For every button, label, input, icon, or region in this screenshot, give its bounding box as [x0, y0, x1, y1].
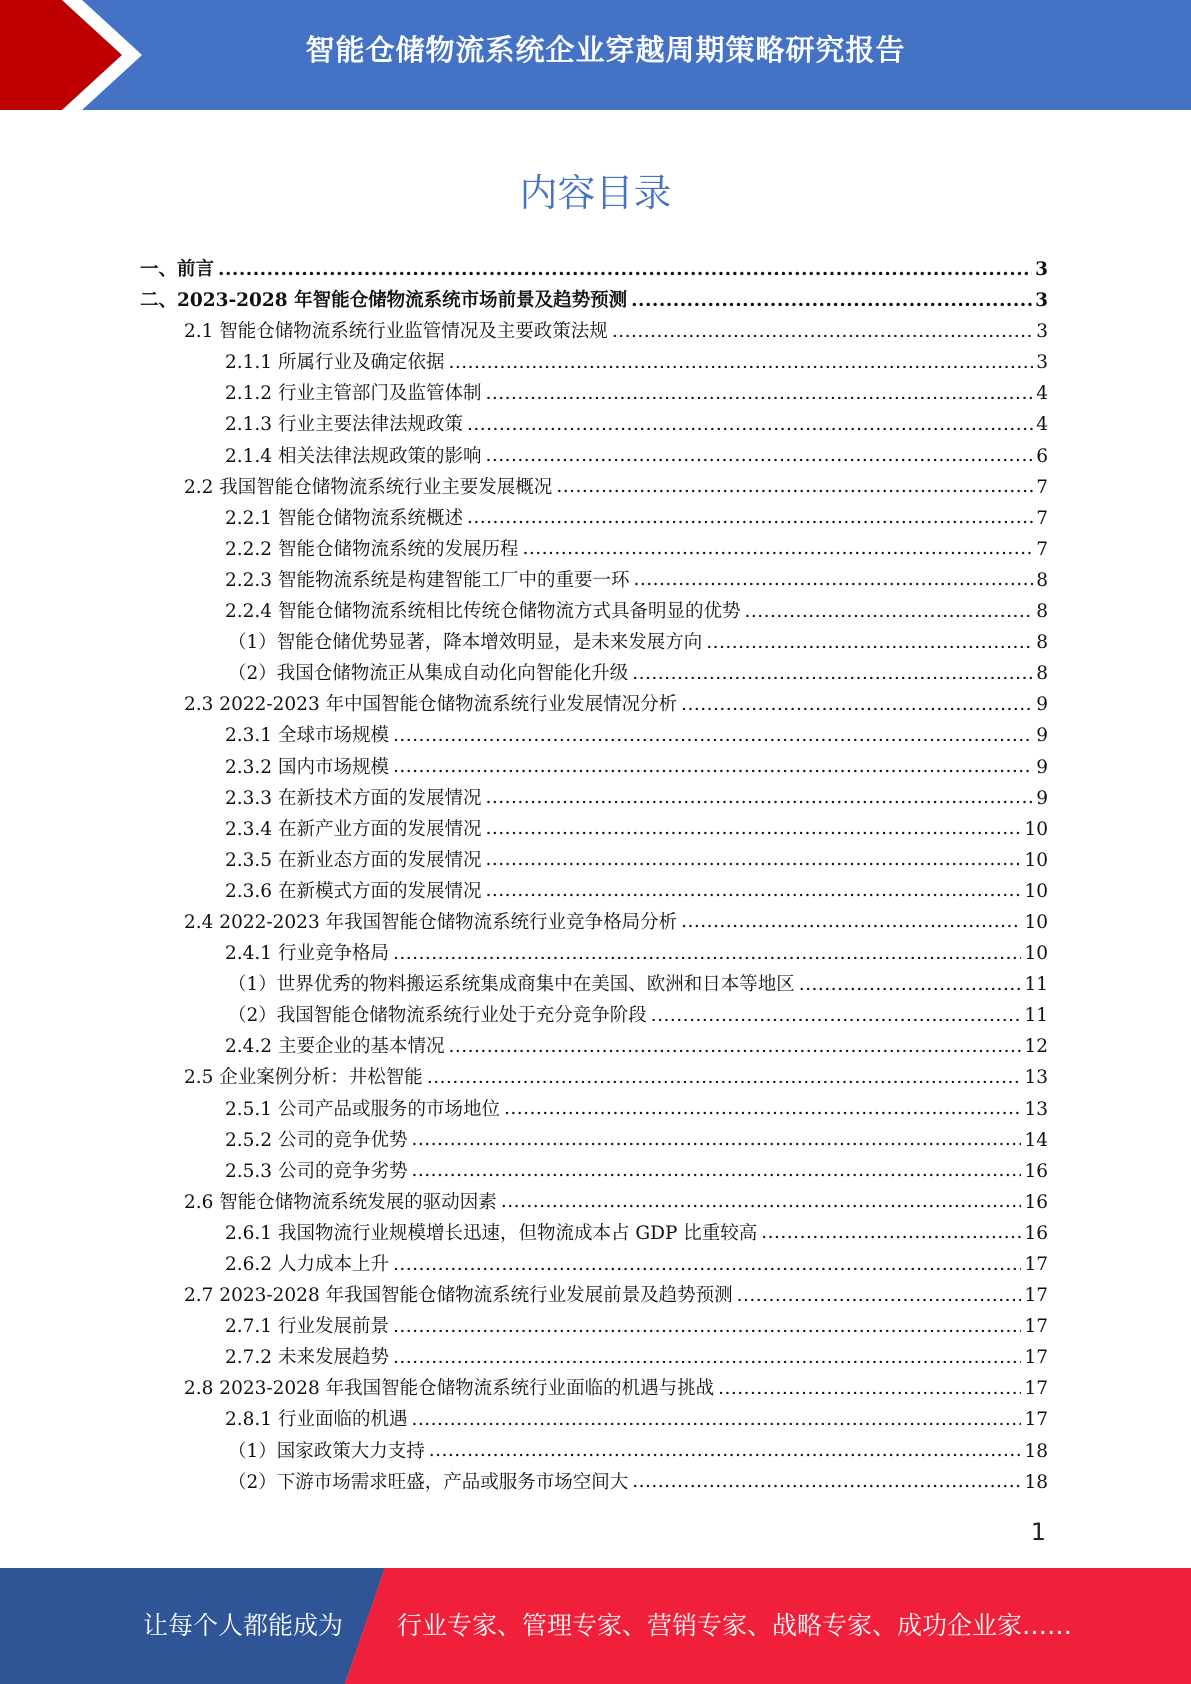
toc-entry-page: 16: [1024, 1222, 1048, 1244]
toc-entry-title: 二、2023-2028 年智能仓储物流系统市场前景及趋势预测: [140, 290, 628, 312]
toc-entry[interactable]: [140, 316, 1048, 347]
toc-entry[interactable]: [140, 969, 1048, 1000]
toc-entry[interactable]: [140, 814, 1048, 845]
toc-entry[interactable]: [140, 783, 1048, 814]
toc-entry-title: 2.2 我国智能仓储物流系统行业主要发展概况: [184, 476, 553, 498]
dot-leader: [427, 1065, 1022, 1084]
toc-entry[interactable]: [140, 441, 1048, 472]
toc-entry-title: 2.2.2 智能仓储物流系统的发展历程: [225, 538, 519, 560]
toc-entry-title: （1）国家政策大力支持: [228, 1440, 425, 1462]
footer-slogan-right: 行业专家、管理专家、营销专家、战略专家、成功企业家……: [397, 1611, 1073, 1640]
dot-leader: [522, 536, 1033, 555]
header-banner: [0, 0, 1191, 110]
toc-entry-page: 10: [1024, 911, 1048, 933]
toc-entry-page: 9: [1036, 787, 1048, 809]
toc-entry-title: 2.7.1 行业发展前景: [225, 1316, 389, 1338]
toc-entry-title: 2.5.1 公司产品或服务的市场地位: [225, 1098, 500, 1120]
dot-leader: [393, 723, 1033, 742]
toc-entry-title: 2.3.4 在新产业方面的发展情况: [225, 818, 482, 840]
toc-entry[interactable]: [140, 658, 1048, 689]
dot-leader: [485, 847, 1021, 866]
toc-entry[interactable]: [140, 1218, 1048, 1249]
toc-entry[interactable]: [140, 907, 1048, 938]
toc-entry-title: （1）世界优秀的物料搬运系统集成商集中在美国、欧洲和日本等地区: [228, 974, 795, 996]
toc-entry-title: 2.1 智能仓储物流系统行业监管情况及主要政策法规: [184, 321, 608, 343]
toc-entry-title: 2.4.2 主要企业的基本情况: [225, 1036, 445, 1058]
toc-entry[interactable]: [140, 1467, 1048, 1498]
report-title: 智能仓储物流系统企业穿越周期策略研究报告: [305, 33, 906, 67]
toc-entry-title: （1）智能仓储优势显著，降本增效明显，是未来发展方向: [228, 632, 703, 654]
toc-entry-title: 2.8.1 行业面临的机遇: [225, 1409, 408, 1431]
toc-entry-page: 8: [1036, 632, 1048, 654]
dot-leader: [411, 1407, 1021, 1426]
toc-title: 内容目录: [519, 171, 672, 215]
toc-entry[interactable]: [140, 1000, 1048, 1031]
toc-entry-title: 2.6 智能仓储物流系统发展的驱动因素: [184, 1191, 497, 1213]
dot-leader: [651, 1003, 1022, 1022]
toc-entry-page: 16: [1024, 1160, 1048, 1182]
toc-entry[interactable]: [140, 1094, 1048, 1125]
dot-leader: [393, 1314, 1021, 1333]
toc-entry-title: （2）我国智能仓储物流系统行业处于充分竞争阶段: [228, 1005, 647, 1027]
toc-entry-page: 3: [1035, 259, 1048, 280]
toc-entry-title: 2.7.2 未来发展趋势: [225, 1347, 389, 1369]
toc-entry[interactable]: [140, 1373, 1048, 1404]
dot-leader: [799, 972, 1022, 991]
dot-leader: [467, 412, 1033, 431]
toc-entry-page: 11: [1024, 974, 1048, 996]
toc-entry-page: 17: [1024, 1378, 1048, 1400]
toc-entry-page: 8: [1036, 663, 1048, 685]
toc-entry-page: 7: [1036, 476, 1048, 498]
toc-entry-page: 3: [1036, 321, 1048, 343]
toc-entry[interactable]: [140, 876, 1048, 907]
toc-entry-title: 2.5.2 公司的竞争优势: [225, 1129, 408, 1151]
toc-entry-page: 7: [1036, 538, 1048, 560]
toc-entry-page: 3: [1035, 290, 1048, 312]
toc-entry-page: 8: [1036, 601, 1048, 623]
toc-entry[interactable]: [140, 720, 1048, 751]
toc-entry[interactable]: [140, 1404, 1048, 1435]
toc-entry[interactable]: [140, 472, 1048, 503]
toc-entry-page: 9: [1036, 725, 1048, 747]
toc-entry[interactable]: [140, 627, 1048, 658]
toc-entry-page: 17: [1024, 1285, 1048, 1307]
toc-entry[interactable]: [140, 534, 1048, 565]
dot-leader: [393, 1252, 1021, 1271]
dot-leader: [448, 350, 1033, 369]
dot-leader: [718, 1376, 1021, 1395]
dot-leader: [485, 878, 1021, 897]
toc-entry-page: 9: [1036, 694, 1048, 716]
toc-entry-title: 2.8 2023-2028 年我国智能仓储物流系统行业面临的机遇与挑战: [184, 1378, 715, 1400]
toc-entry-page: 4: [1036, 414, 1048, 436]
toc-entry-page: 10: [1024, 818, 1048, 840]
toc-entry-title: 2.6.1 我国物流行业规模增长迅速，但物流成本占 GDP 比重较高: [225, 1222, 758, 1244]
toc-entry-title: 2.1.2 行业主管部门及监管体制: [225, 383, 482, 405]
toc-entry-page: 17: [1024, 1409, 1048, 1431]
toc-entry-page: 16: [1024, 1191, 1048, 1213]
toc-entry[interactable]: [140, 1156, 1048, 1187]
toc-entry[interactable]: [140, 689, 1048, 720]
toc-entry[interactable]: [140, 1436, 1048, 1467]
toc-entry-title: （2）我国仓储物流正从集成自动化向智能化升级: [228, 663, 629, 685]
toc-entry[interactable]: [140, 1280, 1048, 1311]
toc-entry[interactable]: [140, 845, 1048, 876]
toc-entry[interactable]: [140, 596, 1048, 627]
toc-entry-title: 2.6.2 人力成本上升: [225, 1254, 389, 1275]
dot-leader: [681, 909, 1021, 928]
toc-entry-page: 12: [1024, 1036, 1048, 1058]
toc-entry[interactable]: [140, 1249, 1048, 1280]
dot-leader: [556, 474, 1033, 493]
dot-leader: [631, 288, 1032, 307]
dot-leader: [485, 785, 1033, 804]
toc-entry-title: 2.1.1 所属行业及确定依据: [225, 352, 445, 374]
dot-leader: [393, 941, 1021, 960]
dot-leader: [504, 1096, 1021, 1115]
toc-entry-page: 11: [1024, 1005, 1048, 1027]
toc-entry-page: 18: [1024, 1440, 1048, 1462]
dot-leader: [737, 1283, 1022, 1302]
toc-entry-page: 17: [1024, 1347, 1048, 1369]
toc-entry-page: 13: [1024, 1067, 1048, 1089]
dot-leader: [501, 1189, 1022, 1208]
toc-entry-page: 13: [1024, 1098, 1048, 1120]
dot-leader: [485, 381, 1033, 400]
toc-entry-title: 2.5.3 公司的竞争劣势: [225, 1160, 408, 1182]
toc-entry-title: 一、前言: [140, 259, 215, 280]
dot-leader: [467, 505, 1033, 524]
dot-leader: [612, 319, 1033, 338]
toc-entry-page: 10: [1024, 943, 1048, 965]
toc-entry-title: 2.1.4 相关法律法规政策的影响: [225, 445, 482, 467]
toc-entry-page: 14: [1024, 1129, 1048, 1151]
toc-entry[interactable]: [140, 752, 1048, 783]
footer-banner: [0, 1568, 1191, 1684]
toc-entry[interactable]: [140, 503, 1048, 534]
toc-entry-title: 2.3.6 在新模式方面的发展情况: [225, 880, 482, 902]
dot-leader: [411, 1158, 1021, 1177]
toc-entry-page: 18: [1024, 1471, 1048, 1493]
toc-entry-title: （2）下游市场需求旺盛，产品或服务市场空间大: [228, 1471, 629, 1493]
dot-leader: [429, 1438, 1022, 1457]
toc-entry-page: 10: [1024, 880, 1048, 902]
dot-leader: [632, 661, 1033, 680]
toc-entry-title: 2.4.1 行业竞争格局: [225, 943, 389, 965]
dot-leader: [633, 567, 1033, 586]
toc-entry[interactable]: [140, 565, 1048, 596]
dot-leader: [761, 1220, 1021, 1239]
toc-entry[interactable]: [140, 1031, 1048, 1062]
footer-slogan-left: 让每个人都能成为: [143, 1611, 344, 1640]
dot-leader: [218, 257, 1032, 276]
dot-leader: [681, 692, 1033, 711]
toc-entry[interactable]: [140, 1125, 1048, 1156]
page-number: 1: [1030, 1518, 1046, 1546]
toc-entry[interactable]: [140, 1342, 1048, 1373]
toc-entry-page: 9: [1036, 756, 1048, 778]
table-of-contents: [140, 254, 1048, 1498]
toc-entry-title: 2.2.1 智能仓储物流系统概述: [225, 507, 463, 529]
toc-entry[interactable]: [140, 1062, 1048, 1093]
toc-entry-page: 10: [1024, 849, 1048, 871]
dot-leader: [632, 1469, 1021, 1488]
toc-entry-page: 3: [1036, 352, 1048, 374]
toc-entry-title: 2.3.1 全球市场规模: [225, 725, 389, 747]
toc-entry-title: 2.1.3 行业主要法律法规政策: [225, 414, 463, 436]
toc-entry-title: 2.3.3 在新技术方面的发展情况: [225, 787, 482, 809]
toc-entry[interactable]: [140, 938, 1048, 969]
toc-entry[interactable]: [140, 254, 1048, 285]
dot-leader: [485, 443, 1033, 462]
toc-entry[interactable]: [140, 347, 1048, 378]
toc-entry[interactable]: [140, 409, 1048, 440]
toc-entry-title: 2.3 2022-2023 年中国智能仓储物流系统行业发展情况分析: [184, 694, 678, 716]
toc-entry-page: 4: [1036, 383, 1048, 405]
toc-entry-title: 2.3.5 在新业态方面的发展情况: [225, 849, 482, 871]
toc-entry[interactable]: [140, 378, 1048, 409]
toc-entry-title: 2.3.2 国内市场规模: [225, 756, 389, 778]
toc-entry-page: 6: [1036, 445, 1048, 467]
toc-entry-page: 7: [1036, 507, 1048, 529]
toc-entry[interactable]: [140, 1311, 1048, 1342]
toc-entry-title: 2.2.4 智能仓储物流系统相比传统仓储物流方式具备明显的优势: [225, 601, 741, 623]
toc-entry-title: 2.7 2023-2028 年我国智能仓储物流系统行业发展前景及趋势预测: [184, 1285, 733, 1307]
toc-entry-page: 17: [1024, 1254, 1048, 1275]
toc-entry[interactable]: [140, 285, 1048, 316]
dot-leader: [393, 754, 1033, 773]
toc-entry-title: 2.4 2022-2023 年我国智能仓储物流系统行业竞争格局分析: [184, 911, 678, 933]
toc-entry[interactable]: [140, 1187, 1048, 1218]
toc-entry-page: 17: [1024, 1316, 1048, 1338]
dot-leader: [448, 1034, 1021, 1053]
dot-leader: [411, 1127, 1021, 1146]
dot-leader: [706, 630, 1033, 649]
toc-entry-title: 2.5 企业案例分析：井松智能: [184, 1067, 423, 1089]
dot-leader: [393, 1345, 1021, 1364]
dot-leader: [744, 599, 1033, 618]
toc-entry-page: 8: [1036, 569, 1048, 591]
dot-leader: [485, 816, 1021, 835]
toc-entry-title: 2.2.3 智能物流系统是构建智能工厂中的重要一环: [225, 569, 630, 591]
